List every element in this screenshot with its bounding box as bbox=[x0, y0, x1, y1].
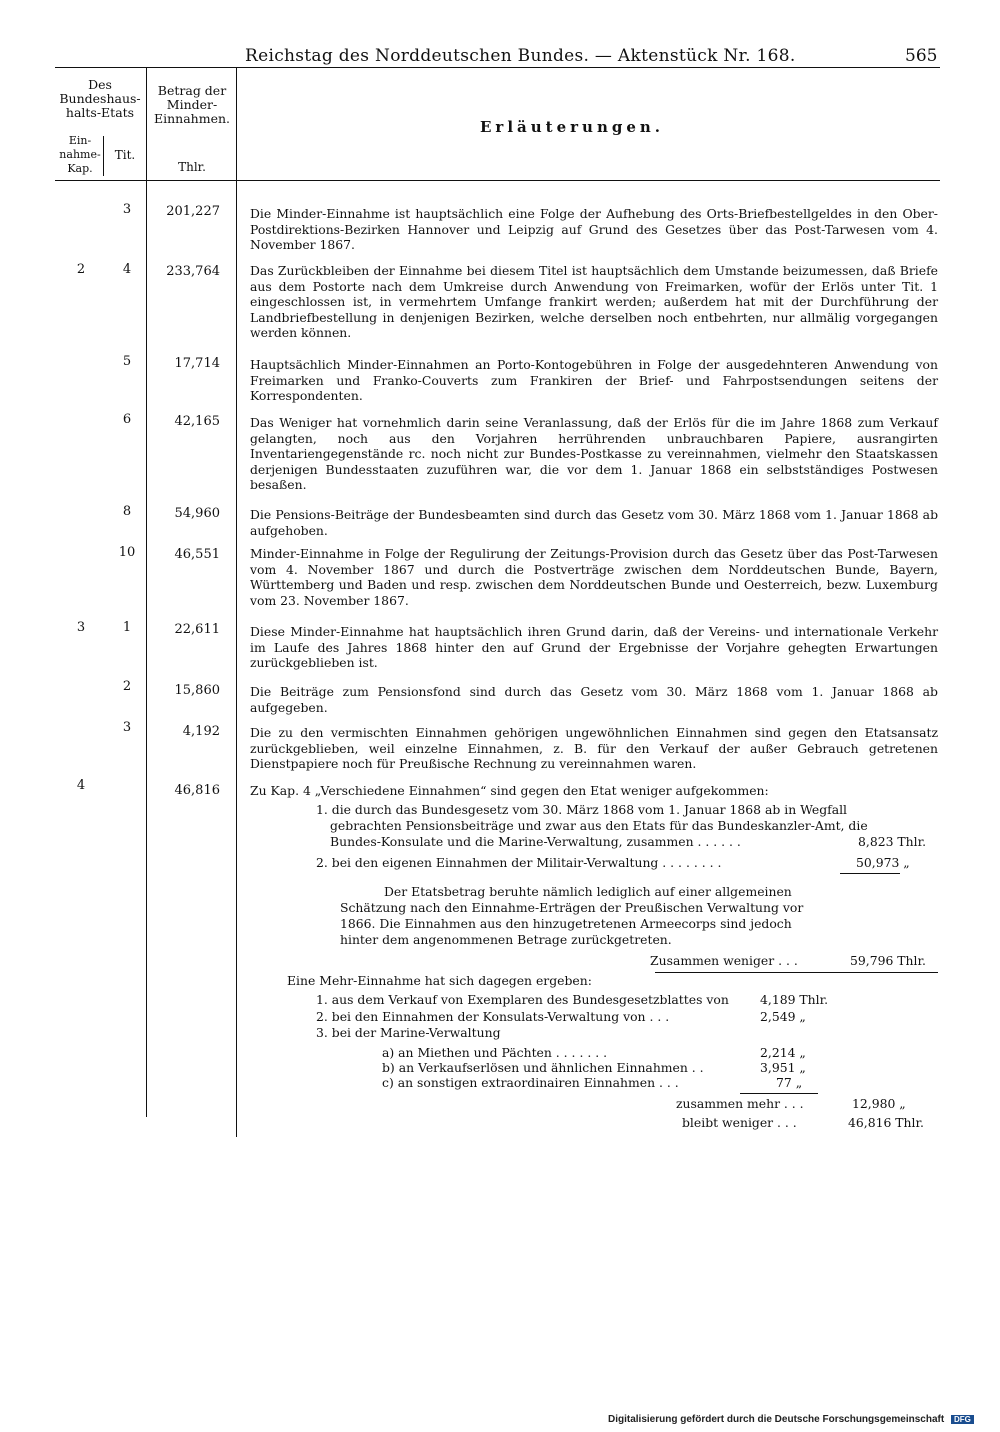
row-amount: 17,714 bbox=[174, 356, 220, 371]
row-tit: 5 bbox=[122, 354, 132, 369]
row-tit: 2 bbox=[122, 679, 132, 694]
row-tit: 3 bbox=[122, 720, 132, 735]
kap4-item1-line3: Bundes-Konsulate und die Marine-Verwaltung, zusammen . . . . . . bbox=[330, 834, 741, 849]
kap4-sum-value: 59,796 Thlr. bbox=[850, 953, 927, 968]
row-amount: 4,192 bbox=[182, 724, 220, 739]
kap4-mehr-3c: c) an sonstigen extraordinairen Einnahmen . . . bbox=[382, 1075, 679, 1090]
row-text: Das Weniger hat vornehmlich darin seine Veranlassung, daß der Erlös für die im Jahre 1868 zum Verkauf gelangten, noch aus den Vorjahren herrührenden unbrauchbaren Papiere, ausrangirten Inventariengegenstände rc. noch nicht zur Bundes-Postkasse zu vereinnahmen, vielmehr den Staatskassen derjenigen Bundesstaaten zuzuführen war, die vor dem 1. Januar 1868 ein selbstständiges Postwesen besaßen. bbox=[250, 415, 938, 492]
kap4-intro: Zu Kap. 4 „Verschiedene Einnahmen“ sind gegen den Etat weniger aufgekommen: bbox=[250, 783, 769, 798]
row-text: Die Beiträge zum Pensionsfond sind durch das Gesetz vom 30. März 1868 vom 1. Januar 1868 ab aufgegeben. bbox=[250, 684, 938, 715]
col-header-erlaeuterungen: Erläuterungen. bbox=[480, 118, 665, 136]
kap4-sum-rule-1 bbox=[840, 873, 900, 874]
kap4-mehr-sum-value: 12,980 „ bbox=[852, 1096, 906, 1111]
kap4-mehr-2-value: 2,549 „ bbox=[760, 1009, 806, 1024]
kap4-mehr-1: 1. aus dem Verkauf von Exemplaren des Bundesgesetzblattes von bbox=[316, 992, 729, 1007]
col-divider-kap bbox=[103, 136, 104, 176]
col-header-etat: Des Bundeshaus-halts-Etats bbox=[59, 77, 141, 120]
col-divider-tit bbox=[146, 67, 147, 1117]
col-header-kap: Ein-nahme-Kap. bbox=[59, 134, 101, 175]
kap4-mehr-3c-value: 77 „ bbox=[776, 1075, 803, 1090]
kap4-item1-value: 8,823 Thlr. bbox=[858, 834, 927, 849]
kap4-mehr-intro: Eine Mehr-Einnahme hat sich dagegen ergeben: bbox=[287, 973, 592, 988]
row-text: Diese Minder-Einnahme hat hauptsächlich ihren Grund darin, daß der Vereins- und internationale Verkehr im Laufe des Jahres 1868 hinter den auf Grund der Ergebnisse der Vorjahre gehegten Erwartungen zurückgeblieben ist. bbox=[250, 624, 938, 670]
row-amount: 46,816 bbox=[174, 783, 220, 798]
kap4-mehr-3b-value: 3,951 „ bbox=[760, 1060, 806, 1075]
col-header-betrag: Betrag der Minder-Einnahmen. bbox=[153, 83, 230, 126]
row-amount: 233,764 bbox=[166, 264, 220, 279]
col-header-tit: Tit. bbox=[114, 148, 136, 162]
row-text: Die Minder-Einnahme ist hauptsächlich eine Folge der Aufhebung des Orts-Briefbestellgeldes in den Ober-Postdirektions-Bezirken Hannover und Leipzig auf Grund des Gesetzes über das Post-Tarwesen vom 4. November 1867. bbox=[250, 206, 938, 252]
kap4-item1-line1: 1. die durch das Bundesgesetz vom 30. März 1868 vom 1. Januar 1868 ab in Wegfall bbox=[316, 802, 848, 817]
header-top-rule bbox=[55, 67, 940, 68]
kap4-bleibt-value: 46,816 Thlr. bbox=[848, 1115, 925, 1130]
row-tit: 1 bbox=[122, 620, 132, 635]
kap4-bleibt-label: bleibt weniger . . . bbox=[682, 1115, 797, 1130]
kap4-note-line4: hinter dem angenommenen Betrage zurückgetreten. bbox=[340, 932, 672, 947]
page-number: 565 bbox=[905, 46, 938, 66]
row-kap: 3 bbox=[76, 620, 86, 635]
col-divider-betrag bbox=[236, 67, 237, 1137]
row-tit: 3 bbox=[122, 202, 132, 217]
kap4-mehr-1-value: 4,189 Thlr. bbox=[760, 992, 829, 1007]
kap4-item2-value: 50,973 „ bbox=[856, 855, 910, 870]
row-text: Die zu den vermischten Einnahmen gehörigen ungewöhnlichen Einnahmen sind gegen den Etatsansatz zurückgeblieben, weil einzelne Einnahmen, z. B. für den Verkauf der außer Gebrauch getretenen Dienstpapiere noch für Preußische Rechnung zu vereinnahmen waren. bbox=[250, 725, 938, 771]
kap4-mehr-2: 2. bei den Einnahmen der Konsulats-Verwaltung von . . . bbox=[316, 1009, 670, 1024]
page-title: Reichstag des Norddeutschen Bundes. — Aktenstück Nr. 168. bbox=[245, 46, 796, 66]
kap4-sum-label: Zusammen weniger . . . bbox=[650, 953, 798, 968]
kap4-mehr-3b: b) an Verkaufserlösen und ähnlichen Einnahmen . . bbox=[382, 1060, 704, 1075]
row-amount: 15,860 bbox=[174, 683, 220, 698]
kap4-mehr-sum-label: zusammen mehr . . . bbox=[676, 1096, 804, 1111]
kap4-sum-rule-2 bbox=[655, 972, 938, 973]
dfg-logo: DFG bbox=[951, 1415, 974, 1424]
row-text: Hauptsächlich Minder-Einnahmen an Porto-Kontogebühren in Folge der ausgedehnteren Anwendung von Freimarken und Franko-Couverts zum Frankiren der Brief- und Fahrpostsendungen seitens der Korrespondenten. bbox=[250, 357, 938, 403]
row-text: Das Zurückbleiben der Einnahme bei diesem Titel ist hauptsächlich dem Umstande beizumessen, daß Briefe aus dem Postorte nach dem Umkreise durch Anwendung von Freimarken, wofür der Erlös unter Tit. 1 eingeschlossen ist, in vermehrtem Umfange frankirt werden; außerdem hat mit der Durchführung der Landbriefbestellung in denjenigen Bezirken, welche derselben noch entbehrten, nur allmälig vorgegangen werden können. bbox=[250, 263, 938, 340]
kap4-mehr-3a-value: 2,214 „ bbox=[760, 1045, 806, 1060]
kap4-mehr-3a: a) an Miethen und Pächten . . . . . . . bbox=[382, 1045, 608, 1060]
row-amount: 42,165 bbox=[174, 414, 220, 429]
row-tit: 10 bbox=[118, 545, 136, 560]
row-text: Minder-Einnahme in Folge der Regulirung der Zeitungs-Provision durch das Gesetz über das Post-Tarwesen vom 4. November 1867 und durch die Postverträge zwischen dem Norddeutschen Bunde, Bayern, Württemberg und Baden und resp. zwischen dem Norddeutschen Bunde und Oesterreich, bezw. Luxemburg vom 23. November 1867. bbox=[250, 546, 938, 608]
row-tit: 8 bbox=[122, 504, 132, 519]
header-bottom-rule bbox=[55, 180, 940, 181]
kap4-note-line3: 1866. Die Einnahmen aus den hinzugetretenen Armeecorps sind jedoch bbox=[340, 916, 792, 931]
row-kap: 4 bbox=[76, 778, 86, 793]
row-amount: 201,227 bbox=[166, 204, 220, 219]
row-amount: 54,960 bbox=[174, 506, 220, 521]
digitization-credit bbox=[608, 1414, 974, 1425]
row-amount: 22,611 bbox=[174, 622, 220, 637]
kap4-item2: 2. bei den eigenen Einnahmen der Militair-Verwaltung . . . . . . . . bbox=[316, 855, 722, 870]
row-kap: 2 bbox=[76, 262, 86, 277]
row-tit: 4 bbox=[122, 262, 132, 277]
col-header-unit: Thlr. bbox=[178, 160, 206, 174]
row-tit: 6 bbox=[122, 412, 132, 427]
kap4-note-line2: Schätzung nach den Einnahme-Erträgen der Preußischen Verwaltung vor bbox=[340, 900, 804, 915]
kap4-mehr-3: 3. bei der Marine-Verwaltung bbox=[316, 1025, 501, 1040]
row-amount: 46,551 bbox=[174, 547, 220, 562]
kap4-note-line1: Der Etatsbetrag beruhte nämlich lediglich auf einer allgemeinen bbox=[384, 884, 792, 899]
kap4-mehr-rule bbox=[740, 1093, 818, 1094]
credit-text: Digitalisierung gefördert durch die Deutsche Forschungsgemeinschaft bbox=[608, 1414, 945, 1425]
row-text: Die Pensions-Beiträge der Bundesbeamten sind durch das Gesetz vom 30. März 1868 vom 1. Januar 1868 ab aufgehoben. bbox=[250, 507, 938, 538]
kap4-item1-line2: gebrachten Pensionsbeiträge und zwar aus den Etats für das Bundeskanzler-Amt, die bbox=[330, 818, 868, 833]
